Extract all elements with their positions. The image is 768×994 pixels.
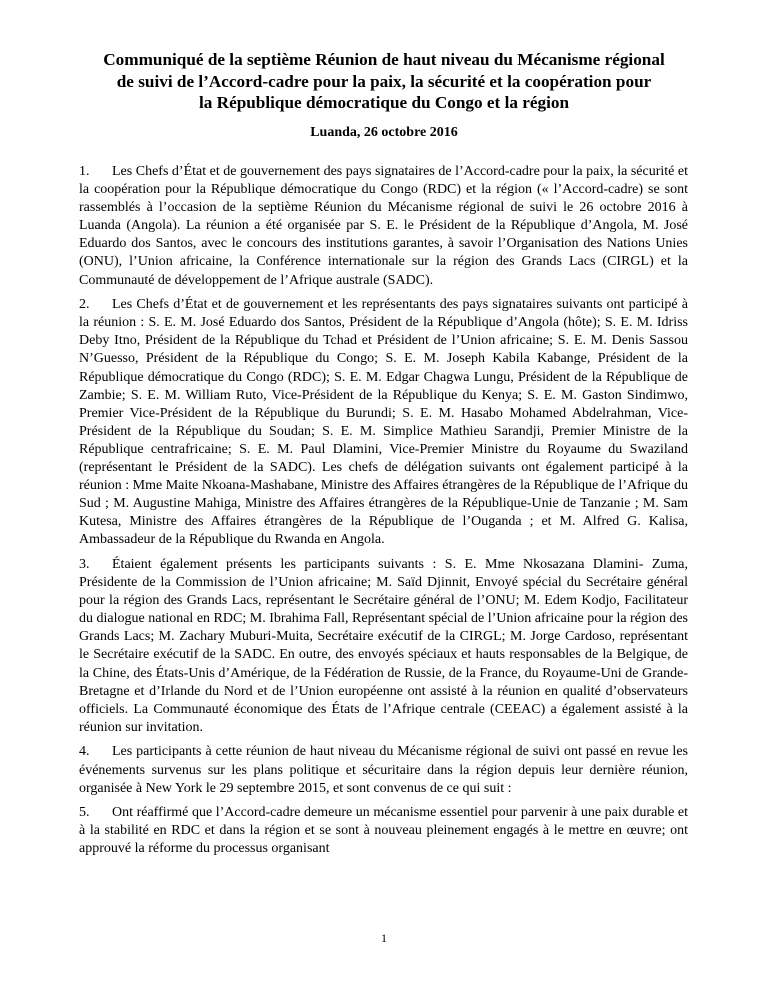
paragraph-number: 3. — [79, 556, 90, 572]
paragraph-number: 1. — [79, 164, 90, 179]
paragraph-number: 4. — [79, 744, 90, 760]
paragraph-text: Les participants à cette réunion de haut niveau du Mécanisme régional de suivi ont passé en revue les événements survenus sur les plans politique et sécuritaire dans la région depuis leur dernière réunion, organisée à New York le 29 septembre 2015, et sont convenus de ce qui suit : — [79, 744, 688, 796]
paragraph-2 — [79, 296, 688, 549]
paragraph-text: Étaient également présents les participants suivants : S. E. Mme Nkosazana Dlamini- Zuma, Présidente de la Commission de l’Union africaine; M. Saïd Djinnit, Envoyé spécial du Secrétaire général pour la région des Grands Lacs, représentant le Secrétaire général de l’ONU; M. Edem Kodjo, Facilitateur du dialogue national en RDC; M. Ibrahima Fall, Représentant spécial de l’Union africaine pour la région des Grands Lacs; M. Zachary Muburi-Muita, Secrétaire exécutif de la CIRGL; M. Jorge Cardoso, représentant le Secrétaire exécutif de la SADC. En outre, des envoyés spéciaux et hauts responsables de la Belgique, de la Chine, des États-Unis d’Amérique, de la Fédération de Russie, de la France, du Royaume-Uni de Grande-Bretagne et d’Irlande du Nord et de l’Union européenne ont assisté à la réunion en qualité d’observateurs officiels. La Communauté économique des États de l’Afrique centrale (CEEAC) a également assisté à la réunion sur invitation. — [79, 556, 688, 735]
paragraph-3 — [79, 556, 688, 737]
paragraph-number: 5. — [79, 805, 90, 821]
location-date: Luanda, 26 octobre 2016 — [310, 125, 458, 140]
document-title: Communiqué de la septième Réunion de haut niveau du Mécanisme régional de suivi de l’Accord-cadre pour la paix, la sécurité et la coopération pour la République démocratique du Congo et la région — [103, 50, 665, 112]
paragraph-number: 2. — [79, 297, 90, 313]
paragraph-1 — [79, 163, 688, 290]
paragraph-text: Ont réaffirmé que l’Accord-cadre demeure un mécanisme essentiel pour parvenir à une paix durable et à la stabilité en RDC et dans la région et se sont à nouveau pleinement engagés à le mettre en œuvre; ont approuvé la réforme du processus organisant — [79, 805, 688, 857]
paragraph-text: Les Chefs d’État et de gouvernement des pays signataires de l’Accord-cadre pour la paix, la sécurité et la coopération pour la République démocratique du Congo (RDC) et la région (« l’Accord-cadre) se sont rassemblés à l’occasion de la septième Réunion du Mécanisme régional de suivi le 26 octobre 2016 à Luanda (Angola). La réunion a été organisée par S. E. le Président de la République d’Angola, M. José Eduardo dos Santos, avec le concours des institutions garantes, à savoir l’Organisation des Nations Unies (ONU), l’Union africaine, la Conférence internationale sur la région des Grands Lacs (CIRGL) et la Communauté de développement de l’Afrique australe (SADC). — [79, 164, 688, 288]
paragraph-5 — [79, 804, 688, 858]
paragraph-text: Les Chefs d’État et de gouvernement et les représentants des pays signataires suivants ont participé à la réunion : S. E. M. José Eduardo dos Santos, Président de la République d’Angola (hôte); S. E. M. Idriss Deby Itno, Président de la République du Tchad et Président de l’Union africaine; S. E. M. Denis Sassou N’Guesso, Président de la République du Congo; S. E. M. Joseph Kabila Kabange, Président de la République démocratique du Congo (RDC); S. E. M. Edgar Chagwa Lungu, Président de la République de Zambie; S. E. M. William Ruto, Vice-Président de la République du Kenya; S. E. M. Gaston Sindimwo, Premier Vice-Président de la République du Burundi; S. E. M. Hasabo Mohamed Abdelrahman, Vice-Président de la République du Soudan; S. E. M. Simplice Mathieu Sarandji, Premier Ministre de la République centrafricaine; S. E. M. Paul Dlamini, Vice-Premier Ministre du Royaume du Swaziland (représentant le Président de la SADC). Les chefs de délégation suivants ont également participé à la réunion : Mme Maite Nkoana-Mashabane, Ministre des Affaires étrangères de la République de l’Afrique du Sud ; M. Augustine Mahiga, Ministre des Affaires étrangères de la République-Unie de Tanzanie ; M. Sam Kutesa, Ministre des Affaires étrangères de la République de l’Ouganda ; et M. Alfred G. Kalisa, Ambassadeur de la République du Rwanda en Angola. — [79, 297, 688, 548]
page-number: 1 — [381, 931, 387, 945]
document-body — [79, 163, 688, 865]
paragraph-4 — [79, 743, 688, 797]
